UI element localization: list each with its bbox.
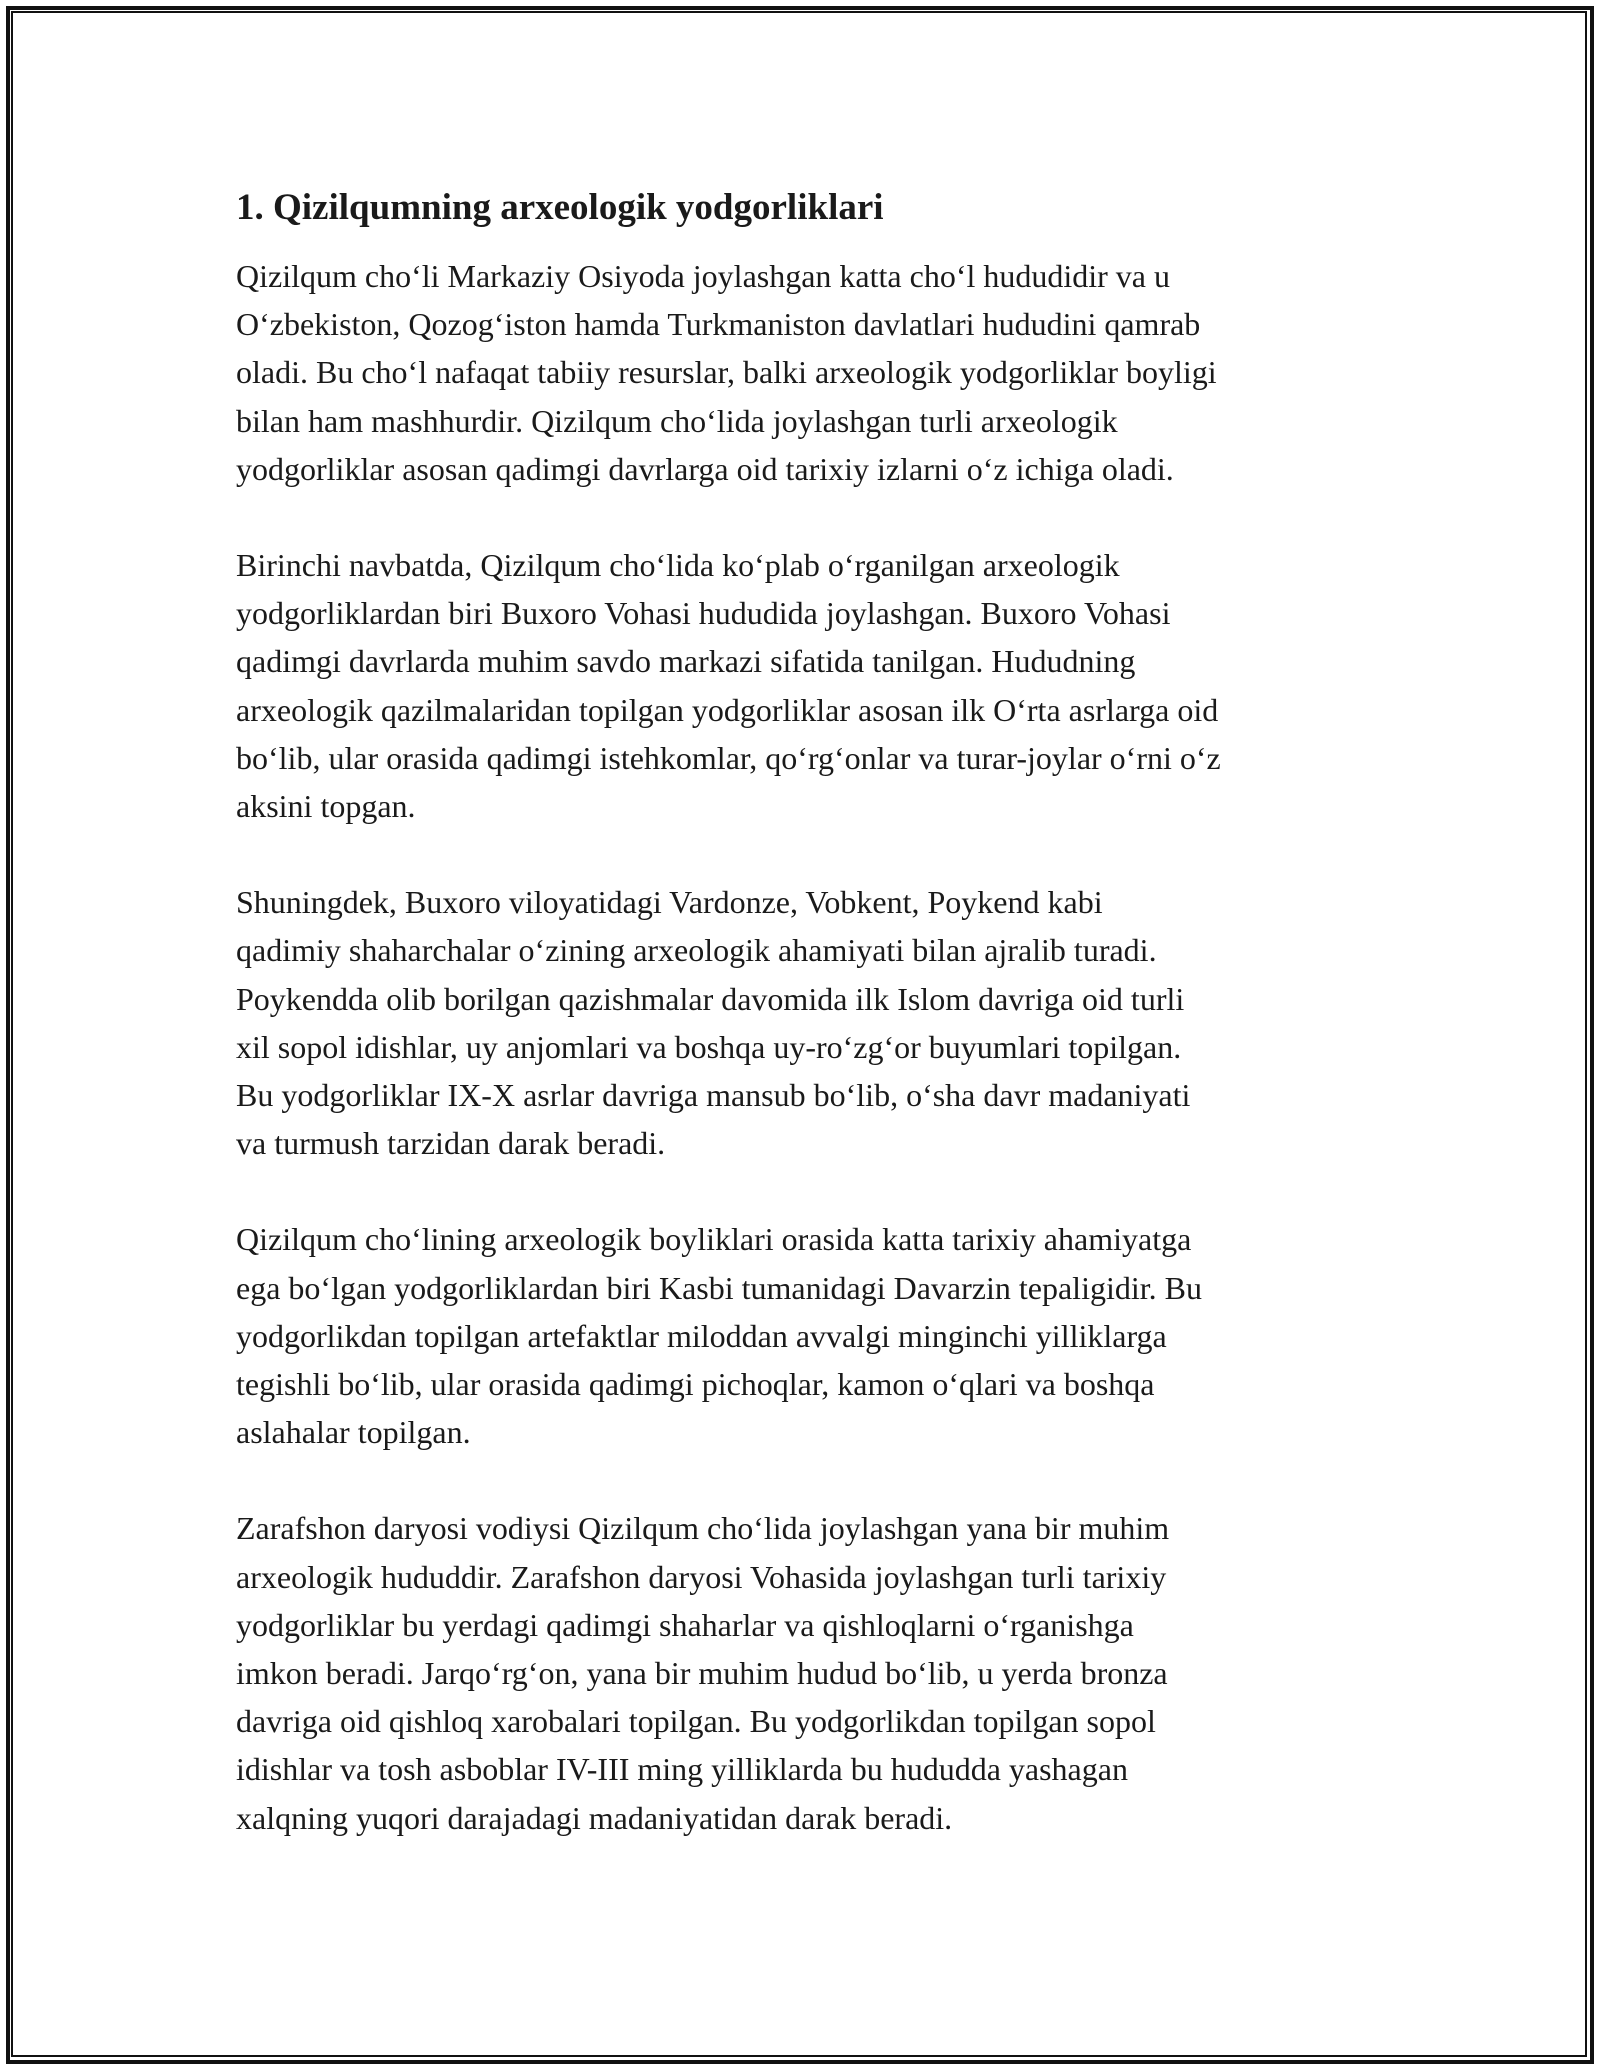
paragraph-4: Qizilqum cho‘lining arxeologik boyliklari orasida katta tarixiy ahamiyatga ega bo‘lgan yodgorliklardan biri Kasbi tumanidagi Davarzin tepaligidir. Bu yodgorlikdan topilgan artefaktlar miloddan avvalgi minginchi yilliklarga tegishli bo‘lib, ular orasida qadimgi pichoqlar, kamon o‘qlari va boshqa aslahalar topilgan. — [236, 1221, 1202, 1451]
paragraph-3: Shuningdek, Buxoro viloyatidagi Vardonze, Vobkent, Poykend kabi qadimiy shaharchalar o‘zining arxeologik ahamiyati bilan ajralib turadi. Poykendda olib borilgan qazishmalar davomida ilk Islom davriga oid turli xil sopol idishlar, uy anjomlari va boshqa uy-ro‘zg‘or buyumlari topilgan. Bu yodgorliklar IX-X asrlar davriga mansub bo‘lib, o‘sha davr madaniyati va turmush tarzidan darak beradi. — [236, 884, 1191, 1162]
document-body — [236, 186, 1376, 1842]
section-heading: 1. Qizilqumning arxeologik yodgorliklari — [236, 187, 884, 228]
paragraph-2: Birinchi navbatda, Qizilqum cho‘lida ko‘plab o‘rganilgan arxeologik yodgorliklardan biri Buxoro Vohasi hududida joylashgan. Buxoro Vohasi qadimgi davrlarda muhim savdo markazi sifatida tanilgan. Hududning arxeologik qazilmalaridan topilgan yodgorliklar asosan ilk O‘rta asrlarga oid bo‘lib, ular orasida qadimgi istehkomlar, qo‘rg‘onlar va turar-joylar o‘rni o‘z aksini topgan. — [236, 547, 1221, 825]
paragraph-1: Qizilqum cho‘li Markaziy Osiyoda joylashgan katta cho‘l hududidir va u O‘zbekiston, Qozog‘iston hamda Turkmaniston davlatlari hududini qamrab oladi. Bu cho‘l nafaqat tabiiy resurslar, balki arxeologik yodgorliklar boyligi bilan ham mashhurdir. Qizilqum cho‘lida joylashgan turli arxeologik yodgorliklar asosan qadimgi davrlarga oid tarixiy izlarni o‘z ichiga oladi. — [236, 258, 1217, 487]
paragraph-5: Zarafshon daryosi vodiysi Qizilqum cho‘lida joylashgan yana bir muhim arxeologik hududdir. Zarafshon daryosi Vohasida joylashgan turli tarixiy yodgorliklar bu yerdagi qadimgi shaharlar va qishloqlarni o‘rganishga imkon beradi. Jarqo‘rg‘on, yana bir muhim hudud bo‘lib, u yerda bronza davriga oid qishloq xarobalari topilgan. Bu yodgorlikdan topilgan sopol idishlar va tosh asboblar IV-III ming yilliklarda bu hududda yashagan xalqning yuqori darajadagi madaniyatidan darak beradi. — [236, 1510, 1170, 1836]
